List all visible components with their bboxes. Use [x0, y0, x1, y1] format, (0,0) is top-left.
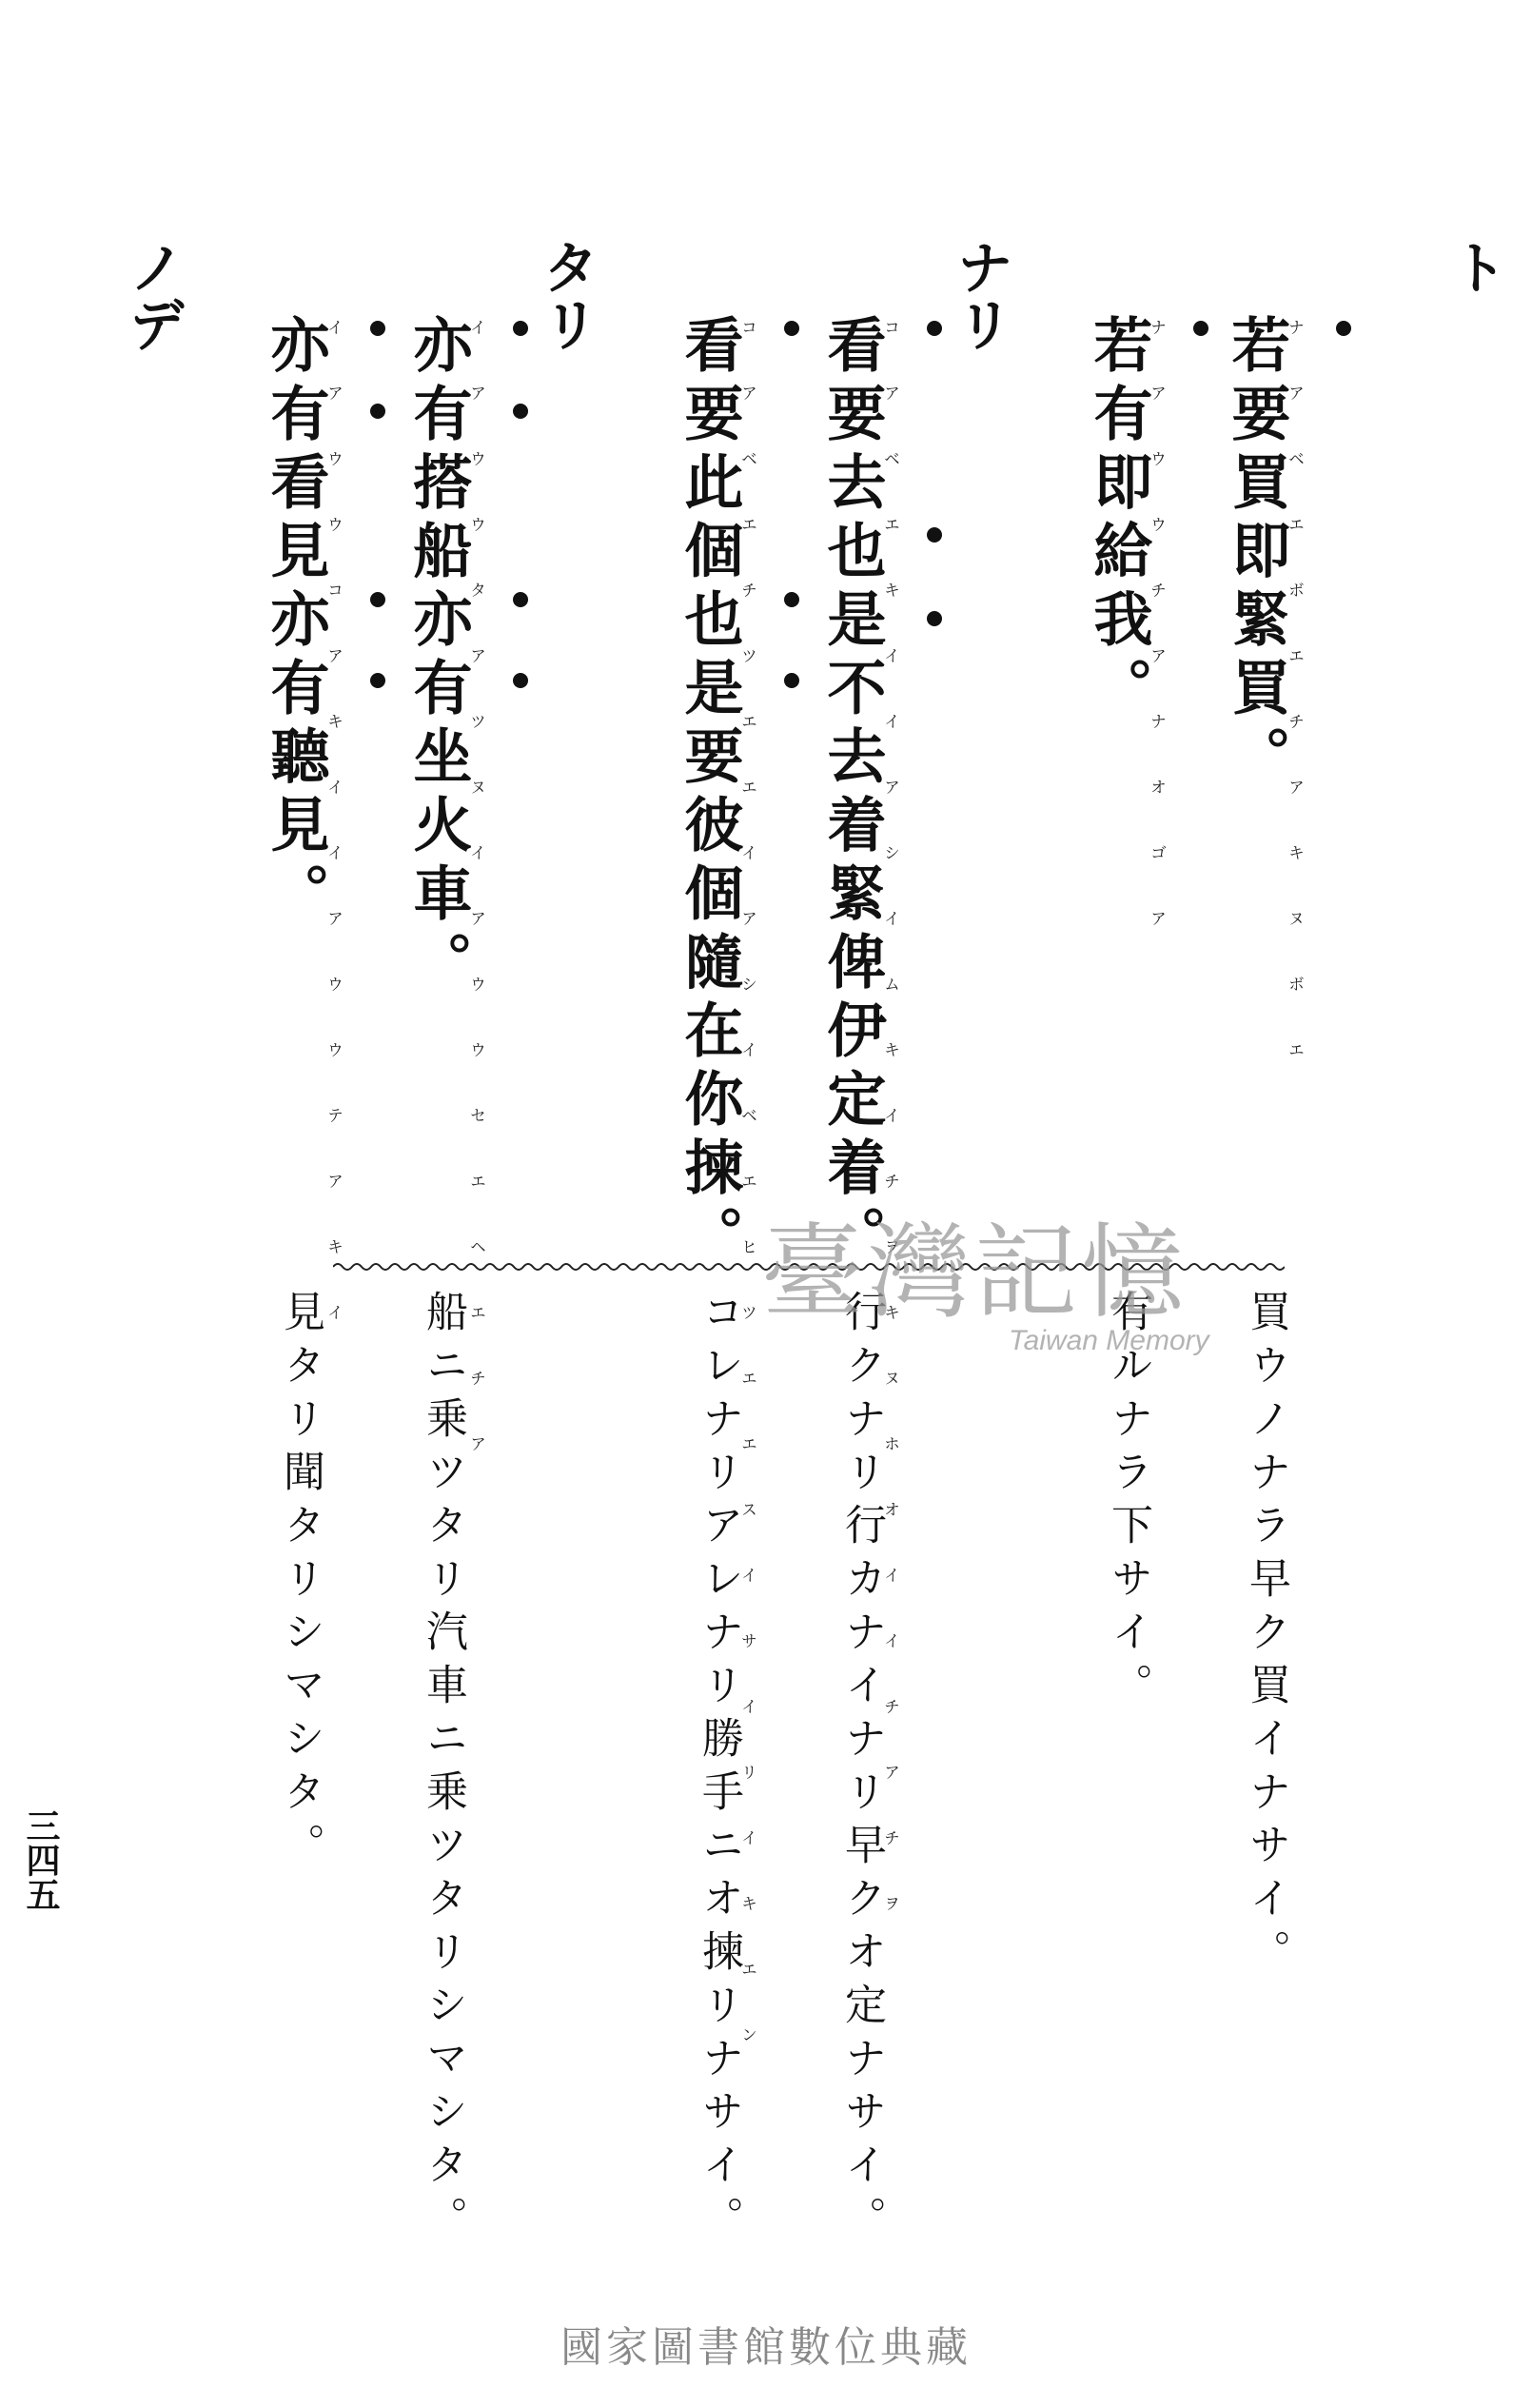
- page-number: 三四五: [21, 1808, 61, 1911]
- japanese-sentence-2: 有ルナラ下サイ。: [1104, 1290, 1152, 1716]
- ruby-sentence-4: コアベエチツエエイアシイベエヒツエエスイサイリイキエン: [737, 319, 756, 2092]
- japanese-sentence-6: 見タリ聞タリシマシタ。: [276, 1290, 324, 1876]
- section-header-to: ト: [1442, 238, 1508, 295]
- ruby-sentence-5: イアウウタアツヌイアウウセエヘエチア: [466, 319, 485, 1501]
- ruby-sentence-6: イアウウコアキイイアウウテアキイ: [324, 319, 343, 1370]
- section-header-nari: ナリ: [947, 238, 1013, 352]
- japanese-sentence-4: コレナリアレナリ勝手ニオ揀リナサイ。: [695, 1290, 743, 2249]
- chinese-sentence-1: 若要買即緊買。: [1222, 314, 1291, 794]
- chinese-sentence-4: 看要此個也是要彼個隨在你揀。: [675, 314, 744, 1273]
- japanese-sentence-3: 行クナリ行カナイナリ早クオ定ナサイ。: [837, 1290, 886, 2249]
- footer-credit: 國家圖書館數位典藏: [560, 2323, 972, 2372]
- section-header-node: ノデ: [119, 238, 186, 352]
- section-header-tari: タリ: [533, 238, 599, 352]
- watermark-logo: [761, 1190, 1294, 1380]
- ruby-sentence-2: ナアウウチアナオゴア: [1147, 319, 1166, 976]
- ruby-sentence-3: コアベエキイイアシイムキイチヲキヌホオイイチアチヲ: [880, 319, 899, 1961]
- japanese-sentence-1: 買ウノナラ早ク買イナサイ。: [1242, 1290, 1290, 1983]
- japanese-sentence-5: 船ニ乗ツタリ汽車ニ乗ツタリシマシタ。: [419, 1290, 467, 2249]
- chinese-sentence-6: 亦有看見亦有聽見。: [261, 314, 330, 931]
- chinese-sentence-2: 若有即給我。: [1084, 314, 1153, 725]
- watermark-main-text: 臺灣記憶: [761, 1214, 1188, 1332]
- watermark-sub-text: Taiwan Memory: [1009, 1325, 1209, 1356]
- chinese-sentence-5: 亦有搭船亦有坐火車。: [403, 314, 473, 999]
- chinese-sentence-3: 看要去也是不去着緊俾伊定着。: [817, 314, 887, 1273]
- ruby-sentence-1: ナアベエボエチアキヌボエ: [1285, 319, 1304, 1107]
